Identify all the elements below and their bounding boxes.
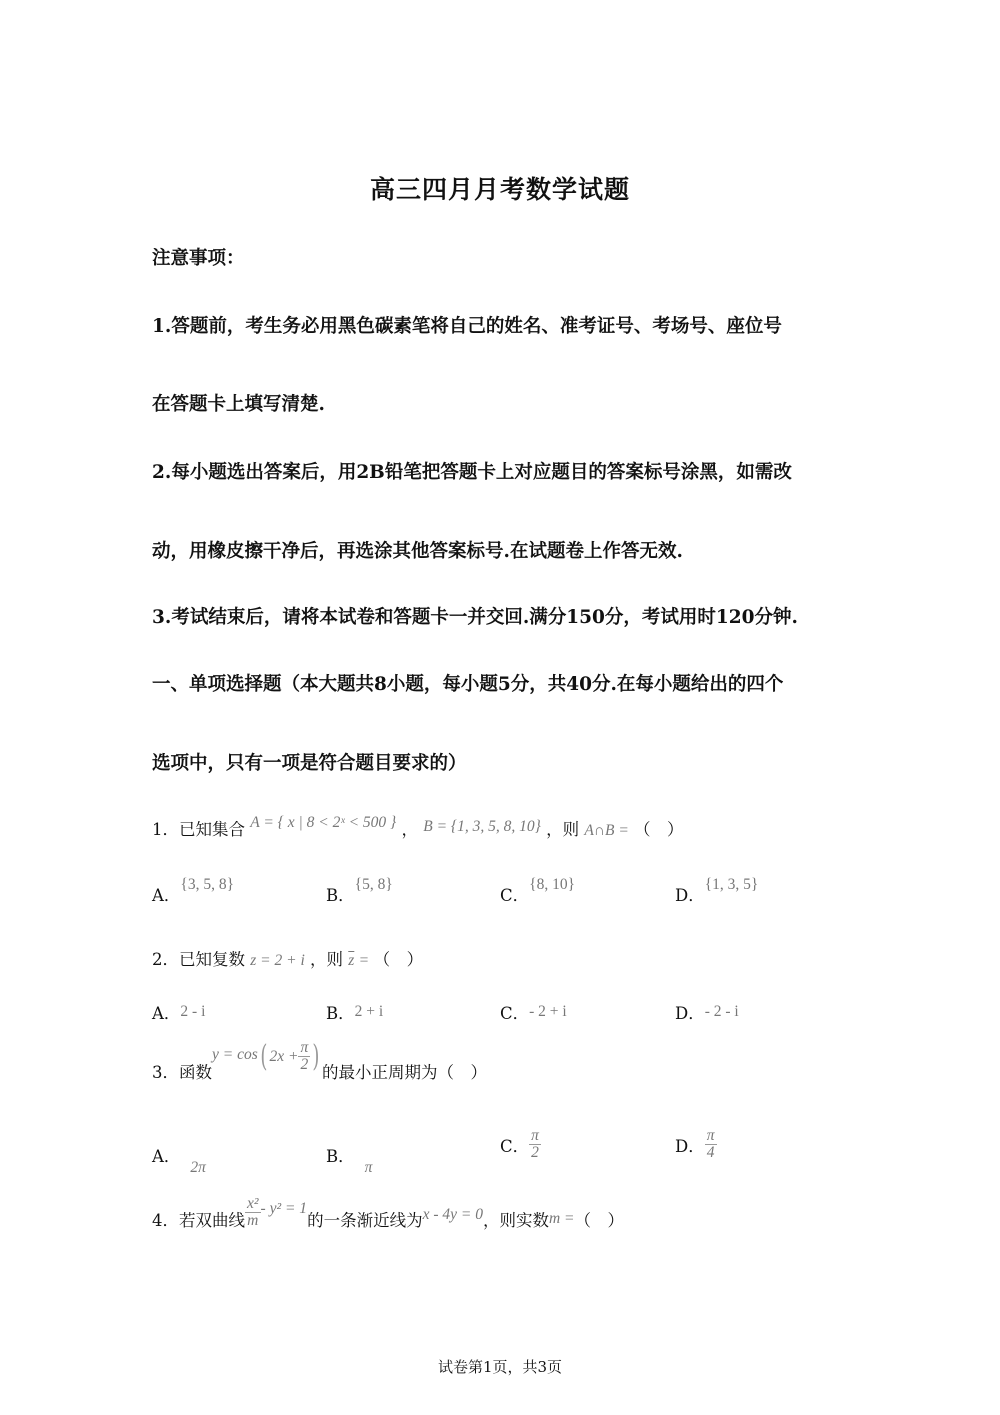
q2-eq: = <box>359 952 369 969</box>
q2-option-d <box>675 1000 739 1024</box>
option-value: 2 + i <box>354 1003 384 1020</box>
option-label: C． <box>500 1004 530 1023</box>
q4-var: m = <box>548 1209 575 1227</box>
note-line-2b: 动，用橡皮擦干净后，再选涂其他答案标号.在试题卷上作答无效. <box>152 541 683 562</box>
option-value: 2π <box>190 1159 206 1176</box>
q2-conjugate: $\overline{z}$ <box>348 952 355 969</box>
q3-option-b <box>326 1143 373 1176</box>
q2-option-a <box>152 1000 205 1024</box>
option-value: - 2 - i <box>704 1003 739 1020</box>
option-label: D． <box>675 886 705 905</box>
option-value: 2 - i <box>180 1003 206 1020</box>
q4-line: x - 4y = 0 <box>422 1205 483 1223</box>
q3-fraction-num: π <box>300 1039 309 1056</box>
option-label: A． <box>152 1004 181 1023</box>
q3-prefix: 3．函数 <box>152 1062 212 1082</box>
option-label: A． <box>152 1147 181 1166</box>
q4-mid2: ，则实数 <box>482 1210 549 1230</box>
option-label: C． <box>500 886 530 905</box>
q4-prefix: 4．若双曲线 <box>152 1210 245 1230</box>
fraction-den: 2 <box>531 1144 539 1162</box>
q1-expr: A∩B = <box>584 822 629 839</box>
q3-lhs: y = cos <box>212 1045 258 1063</box>
option-label: B． <box>326 886 355 905</box>
q3-fraction-den: 2 <box>300 1056 309 1074</box>
q1-sep: ， <box>401 820 418 839</box>
note-line-1a: 1.答题前，考生务必用黑色碳素笔将自己的姓名、准考证号、考场号、座位号 <box>152 316 782 337</box>
option-fraction <box>529 1128 541 1162</box>
option-value: {3, 5, 8} <box>180 876 235 893</box>
question-3 <box>152 1038 487 1082</box>
section-heading-a: 一、单项选择题（本大题共8小题，每小题5分，共40分.在每小题给出的四个 <box>152 674 784 695</box>
q4-mid: 的一条渐近线为 <box>307 1210 423 1230</box>
q4-fraction-den: m <box>247 1212 259 1230</box>
q1-option-b <box>326 876 393 906</box>
q1-prefix: 1．已知集合 <box>152 820 245 839</box>
option-fraction <box>705 1128 717 1162</box>
q3-arg: 2x + <box>269 1047 299 1065</box>
fraction-den: 4 <box>706 1144 715 1162</box>
q1-set-b: B = {1, 3, 5, 8, 10} <box>423 818 541 835</box>
q1-option-a <box>152 876 235 906</box>
q3-option-d <box>675 1128 717 1162</box>
note-line-1b: 在答题卡上填写清楚. <box>152 394 325 415</box>
notes-heading: 注意事项： <box>152 248 245 269</box>
q2-option-b <box>326 1000 383 1024</box>
q4-suffix: （ ） <box>574 1210 624 1230</box>
page-title: 高三四月月考数学试题 <box>369 175 630 204</box>
option-value: {1, 3, 5} <box>704 876 759 893</box>
right-paren-icon: ) <box>312 1038 320 1074</box>
q1-option-d <box>675 876 759 906</box>
option-label: D． <box>675 1004 705 1023</box>
option-value: {5, 8} <box>354 876 393 893</box>
q4-rest: - y² = 1 <box>260 1199 308 1217</box>
q3-option-a <box>152 1143 206 1176</box>
q3-option-c <box>500 1128 541 1162</box>
question-2 <box>152 946 423 970</box>
option-label: C． <box>500 1136 530 1156</box>
question-4 <box>152 1196 624 1230</box>
q1-set-a: A = { x | 8 < 2ˣ < 500 } <box>250 814 397 831</box>
q1-mid: ，则 <box>546 820 580 839</box>
option-value: π <box>364 1159 373 1176</box>
fraction-num: π <box>531 1127 539 1144</box>
option-label: A． <box>152 886 181 905</box>
question-1 <box>152 816 684 840</box>
option-label: B． <box>326 1004 355 1023</box>
q2-expr: z = 2 + i <box>250 952 305 969</box>
fraction-num: π <box>706 1127 715 1144</box>
q2-option-c <box>500 1000 567 1024</box>
option-value: - 2 + i <box>529 1003 567 1020</box>
q1-option-c <box>500 876 576 906</box>
option-label: B． <box>326 1147 355 1166</box>
left-paren-icon: ( <box>260 1038 268 1074</box>
option-value: {8, 10} <box>529 876 576 893</box>
q4-fraction <box>245 1196 261 1230</box>
q2-suffix: （ ） <box>373 950 424 969</box>
q4-fraction-num: x² <box>247 1195 259 1212</box>
note-line-3: 3.考试结束后，请将本试卷和答题卡一并交回.满分150分，考试用时120分钟. <box>152 607 798 628</box>
q3-suffix: 的最小正周期为（ ） <box>321 1062 487 1082</box>
option-label: D． <box>675 1136 705 1156</box>
q2-mid: ，则 <box>310 950 344 969</box>
section-heading-b: 选项中，只有一项是符合题目要求的） <box>152 753 467 774</box>
q3-fraction <box>298 1040 310 1074</box>
q1-suffix: （ ） <box>634 820 684 839</box>
page-footer: 试卷第1页，共3页 <box>437 1358 563 1376</box>
note-line-2a: 2.每小题选出答案后，用2B铅笔把答题卡上对应题目的答案标号涂黑，如需改 <box>152 462 792 483</box>
q2-prefix: 2．已知复数 <box>152 950 245 969</box>
